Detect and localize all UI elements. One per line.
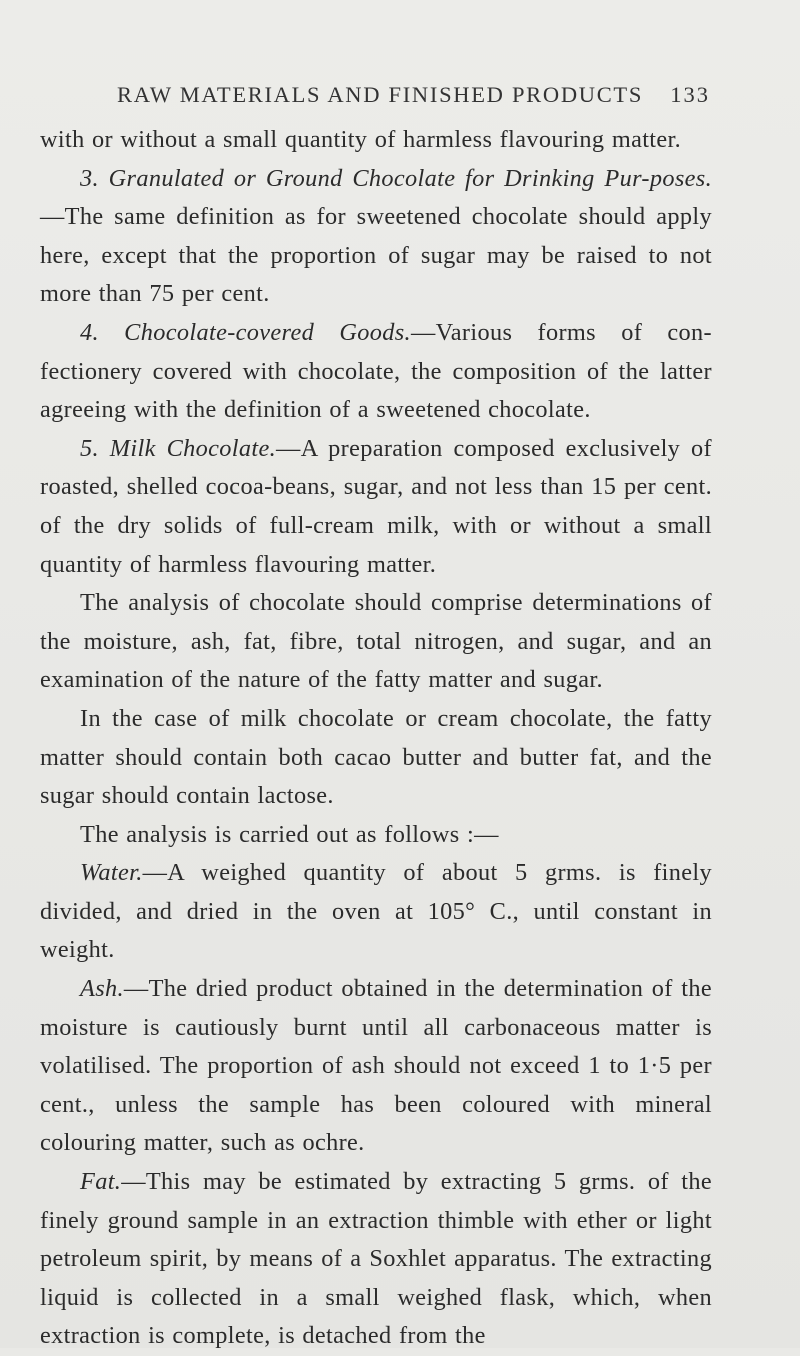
paragraph-text: —Various forms of con-fectionery covered with chocolate, the composition of the latter agreeing with the definition of a sweetened chocolate. — [40, 318, 712, 424]
paragraph-milk-chocolate-analysis — [40, 700, 712, 816]
paragraph-text: —The same definition as for sweetened chocolate should apply here, except that the proportion of sugar may be raised to not more than 75 per cent. — [40, 203, 712, 308]
running-head — [117, 82, 710, 112]
paragraph-text: The analysis is carried out as follows :— — [80, 820, 499, 848]
paragraph-analysis-intro — [40, 816, 712, 855]
paragraph-heading: Ash. — [80, 975, 124, 1003]
paragraph-milk-chocolate — [40, 430, 712, 584]
paragraph-heading: Fat. — [80, 1168, 122, 1196]
paragraph-heading: 4. Chocolate-covered Goods. — [80, 318, 411, 346]
paragraph-text: In the case of milk chocolate or cream chocolate, the fatty matter should contain both cacao butter and butter fat, and the sugar should contain lactose. — [40, 704, 712, 810]
paragraph-heading: 3. Granulated or Ground Chocolate for Drinking Pur-poses. — [80, 164, 712, 192]
paragraph-text: —A weighed quantity of about 5 grms. is finely divided, and dried in the oven at 105° C., until constant in weight. — [40, 859, 712, 964]
body-text — [40, 121, 712, 1356]
paragraph-ash — [40, 970, 712, 1163]
paragraph-analysis-scope — [40, 584, 712, 700]
running-head-title: RAW MATERIALS AND FINISHED PRODUCTS — [117, 82, 644, 107]
paragraph-text: —This may be estimated by extracting 5 grms. of the finely ground sample in an extraction thimble with ether or light petroleum spirit, by means of a Soxhlet apparatus. The extracting liquid is collected in a small weighed flask, which, when extraction is complete, is detached from the — [40, 1168, 712, 1350]
page-number: 133 — [670, 82, 710, 107]
paragraph-granulated-chocolate — [40, 160, 712, 314]
paragraph-heading: 5. Milk Chocolate. — [80, 434, 277, 462]
paragraph-fat — [40, 1163, 712, 1356]
paragraph-text: —A preparation composed exclusively of roasted, shelled cocoa-beans, sugar, and not less than 15 per cent. of the dry solids of full-cream milk, with or without a small quantity of harmless flavouring matter. — [40, 434, 712, 578]
paragraph-text: —The dried product obtained in the determination of the moisture is cautiously burnt until all carbonaceous matter is volatilised. The proportion of ash should not exceed 1 to 1·5 per cent., unless the sample has been coloured with mineral colouring matter, such as ochre. — [40, 975, 712, 1157]
paragraph-continuation — [40, 121, 712, 160]
paragraph-water — [40, 854, 712, 970]
paragraph-text: with or without a small quantity of harmless flavouring matter. — [40, 126, 682, 153]
paragraph-text: The analysis of chocolate should comprise determinations of the moisture, ash, fat, fibre, total nitrogen, and sugar, and an examination of the nature of the fatty matter and sugar. — [40, 589, 712, 694]
paragraph-heading: Water. — [80, 859, 143, 887]
paragraph-chocolate-covered-goods — [40, 314, 712, 430]
